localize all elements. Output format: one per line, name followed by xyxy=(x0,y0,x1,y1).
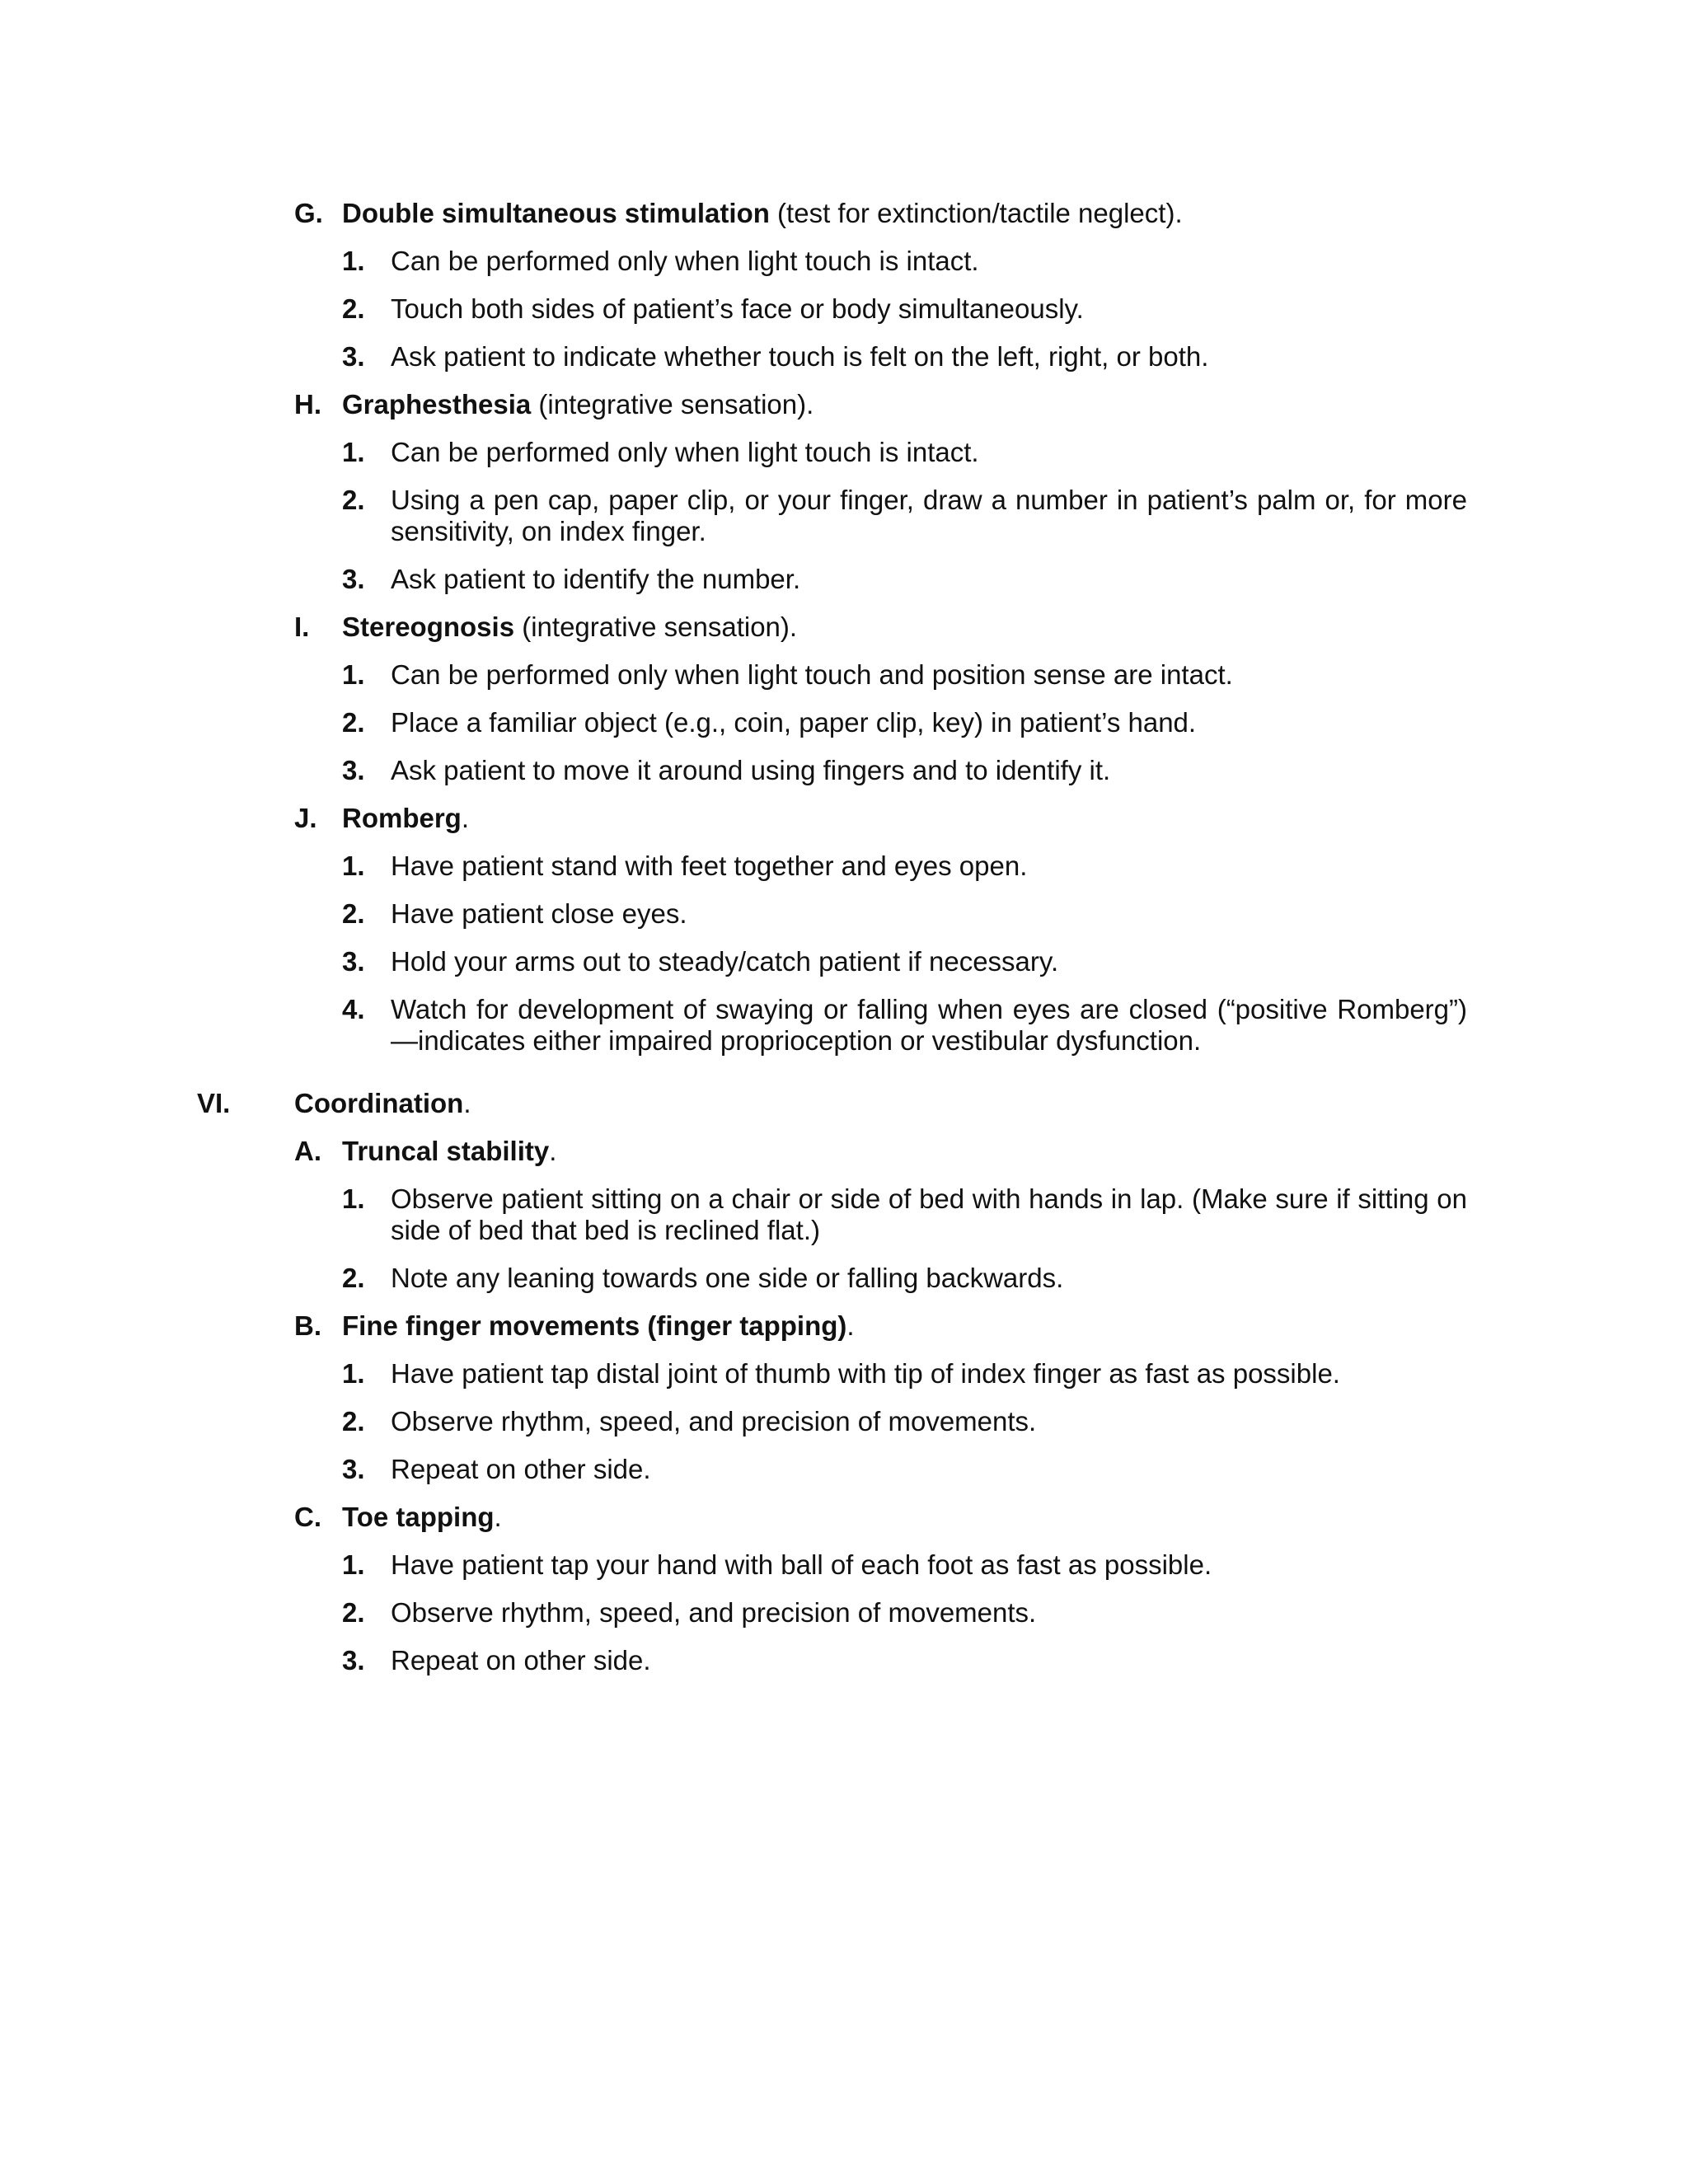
subsection-letter: G. xyxy=(294,198,323,228)
subsection-title xyxy=(342,612,797,643)
list-item-number: 1. xyxy=(342,1358,365,1389)
subsection-title xyxy=(342,389,814,420)
list-item-text: Have patient tap your hand with ball of each foot as fast as possible. xyxy=(391,1549,1212,1580)
subsection-letter: B. xyxy=(294,1310,321,1341)
subsection-title-suffix: . xyxy=(846,1310,855,1341)
list-item-number: 1. xyxy=(342,659,365,690)
list-item-number: 3. xyxy=(342,1645,365,1675)
subsection-letter: J. xyxy=(294,803,317,833)
subsection-title xyxy=(342,1136,556,1167)
section-number: VI. xyxy=(197,1088,231,1118)
list-item-text: Hold your arms out to steady/catch patient if necessary. xyxy=(391,946,1059,977)
list-item-text: Ask patient to move it around using fingers and to identify it. xyxy=(391,755,1111,785)
list-item-number: 2. xyxy=(342,1263,365,1293)
subsection-title-text: Double simultaneous stimulation xyxy=(342,198,770,228)
subsection-title-suffix: (integrative sensation). xyxy=(531,389,814,419)
subsection-letter: C. xyxy=(294,1502,321,1532)
subsection-title-suffix: (test for extinction/tactile neglect). xyxy=(769,198,1183,228)
list-item-text: Can be performed only when light touch is intact. xyxy=(391,437,979,467)
list-item-number: 4. xyxy=(342,994,365,1024)
list-item-text: Place a familiar object (e.g., coin, paper clip, key) in patient’s hand. xyxy=(391,707,1197,738)
list-item-text: Have patient tap distal joint of thumb with tip of index finger as fast as possible. xyxy=(391,1358,1340,1389)
subsection-title-suffix: . xyxy=(494,1502,502,1532)
list-item-number: 2. xyxy=(342,1406,365,1436)
subsection-letter: A. xyxy=(294,1136,321,1166)
section-title xyxy=(294,1088,471,1119)
list-item-number: 1. xyxy=(342,1183,365,1214)
subsection-letter: I. xyxy=(294,612,310,642)
list-item-text: Repeat on other side. xyxy=(391,1645,651,1675)
subsection-title-text: Truncal stability xyxy=(342,1136,550,1166)
list-item-number: 2. xyxy=(342,898,365,929)
list-item-number: 3. xyxy=(342,1454,365,1484)
list-item-number: 3. xyxy=(342,946,365,977)
list-item-text: Observe patient sitting on a chair or side of bed with hands in lap. (Make sure if sitting on side of bed that bed is reclined flat.) xyxy=(391,1183,1467,1245)
list-item-text: Repeat on other side. xyxy=(391,1454,651,1484)
list-item-number: 1. xyxy=(342,246,365,276)
list-item-text: Can be performed only when light touch and position sense are intact. xyxy=(391,659,1233,690)
list-item-number: 1. xyxy=(342,437,365,467)
subsection-title-text: Graphesthesia xyxy=(342,389,532,419)
list-item-text: Ask patient to identify the number. xyxy=(391,564,801,594)
subsection-title-text: Toe tapping xyxy=(342,1502,495,1532)
list-item-number: 3. xyxy=(342,341,365,372)
list-item-text: Ask patient to indicate whether touch is felt on the left, right, or both. xyxy=(391,341,1209,372)
subsection-title-suffix: . xyxy=(461,803,470,833)
subsection-title-text: Stereognosis xyxy=(342,612,515,642)
list-item-number: 3. xyxy=(342,755,365,785)
list-item-number: 1. xyxy=(342,1549,365,1580)
subsection-title xyxy=(342,803,469,834)
list-item-number: 2. xyxy=(342,707,365,738)
list-item-number: 2. xyxy=(342,293,365,324)
section-title-suffix: . xyxy=(463,1088,471,1118)
subsection-title-text: Romberg xyxy=(342,803,462,833)
list-item-text: Have patient close eyes. xyxy=(391,898,687,929)
list-item-text: Touch both sides of patient’s face or body simultaneously. xyxy=(391,293,1084,324)
list-item-text: Using a pen cap, paper clip, or your finger, draw a number in patient’s palm or, for more sensitivity, on index finger. xyxy=(391,485,1467,546)
list-item-text: Note any leaning towards one side or falling backwards. xyxy=(391,1263,1064,1293)
subsection-title-text: Fine finger movements (finger tapping) xyxy=(342,1310,847,1341)
list-item-text: Observe rhythm, speed, and precision of movements. xyxy=(391,1406,1037,1436)
subsection-letter: H. xyxy=(294,389,321,419)
subsection-title-suffix: . xyxy=(549,1136,557,1166)
subsection-title xyxy=(342,198,1183,229)
list-item-number: 2. xyxy=(342,1597,365,1628)
subsection-title xyxy=(342,1502,502,1533)
list-item-number: 2. xyxy=(342,485,365,515)
list-item-text: Watch for development of swaying or falling when eyes are closed (“positive Romberg”)—indicates either impaired proprioception or vestibular dysfunction. xyxy=(391,994,1467,1056)
list-item-number: 1. xyxy=(342,851,365,881)
list-item-text: Observe rhythm, speed, and precision of movements. xyxy=(391,1597,1037,1628)
subsection-title xyxy=(342,1310,855,1342)
subsection-title-suffix: (integrative sensation). xyxy=(514,612,798,642)
list-item-text: Can be performed only when light touch is intact. xyxy=(391,246,979,276)
section-title-text: Coordination xyxy=(294,1088,464,1118)
list-item-text: Have patient stand with feet together and eyes open. xyxy=(391,851,1028,881)
list-item-number: 3. xyxy=(342,564,365,594)
